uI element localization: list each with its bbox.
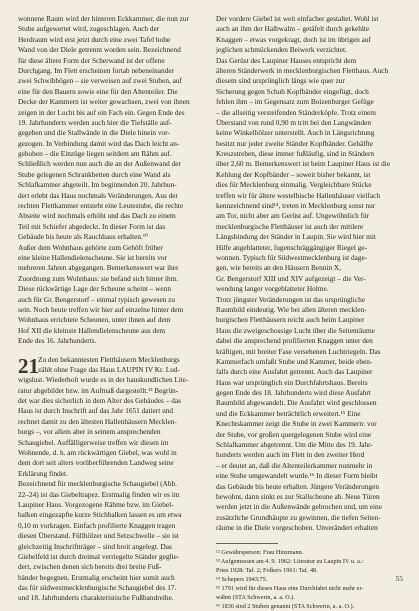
drop-cap: 21 <box>18 353 39 378</box>
text-line: dem dort seit alters vorüberführenden Landweg seine <box>18 458 174 468</box>
text-line: Zuordnung zum Wohnhaus: sie befand sich hinter ihm. <box>18 273 179 283</box>
text-line: balken eingezapfte kurze Stichbalken lassen es um etwa <box>18 510 182 520</box>
text-line: räume in die Diele vorgeschoben. Unverändert erhalten <box>216 523 378 533</box>
text-line: Schlafkammer abgeteilt. Im beginnenden 20. Jahrhun- <box>18 180 177 190</box>
text-line: eine Stube umgewandelt wurde.¹⁶ In dieser Form bleibt <box>216 471 378 481</box>
text-line: Knechtskammer zeigt die Stube in zwei Kammern: vor <box>216 419 377 429</box>
text-line: gehoben – die Einzüge liegen seitdem am Rähm auf. <box>18 149 172 159</box>
right-column <box>216 14 400 611</box>
text-line: 22–24) ist das Giebeltrapez. Erstmalig finden wir es im <box>18 489 180 499</box>
text-line: zeigen in der Lucht bis auf ein Fach ein. Gegen Ende des <box>18 107 185 117</box>
text-line: gen, wie bereits an den Häusern Bennin X, <box>216 263 342 273</box>
paragraph <box>216 14 400 56</box>
text-line: Ende des 16. Jahrhunderts. <box>18 336 97 346</box>
text-line: über 2,60 m. Bemerkenswert ist beim Laupiner Haus ist die <box>216 159 391 169</box>
text-line: Durchgang. Im Flett erscheinen fortab nebeneinander <box>18 65 175 75</box>
footnote-line: ¹³ Aufgemessen am 4. 9. 1962: Literatur zu Laupin IV u. a.: <box>216 557 364 565</box>
text-line: Längsbindung der Ständer in Laupin. Sie wird hier mit <box>216 232 376 242</box>
text-line: am Tor, nicht aber am Gerüst auf. Ungewöhnlich für <box>216 211 370 221</box>
text-line: Außer dem Wohnhaus gehörte zum Gehöft früher <box>18 242 163 252</box>
text-line: wonnene Raum wird der hinteren Eckkammer, die nun zur <box>18 14 189 23</box>
text-line: hunderts werden auch im Flett in den zweiter Herd <box>216 450 365 460</box>
text-line: Haus war ursprünglich ein Durchfahrtshaus. Bereits <box>216 377 368 387</box>
paragraph <box>216 56 400 295</box>
text-line: Wohnhaus errichtete Scheunen, unter ihnen auf dem <box>18 315 171 325</box>
text-line: Erklärung findet. <box>18 468 68 478</box>
text-line: bänder begegnen. Erstmalig erscheint hier somit auch <box>18 572 175 582</box>
text-line: zählt ohne Frage das Haus LAUPIN IV Kr. Lud- <box>38 364 180 374</box>
text-line: Schlafkammer abgetrennt. Um die Mitte des 19. Jahr- <box>216 440 373 450</box>
text-line: fehlen ihm – im Gegensatz zum Boizenburger Gefüge <box>216 97 374 107</box>
footnote-line: ¹⁵ 1791 wird für dieses Haus eine Durchfahrt nicht mehr er- <box>216 584 364 592</box>
text-line: Kreuzstreben, diese immer fußläufig, sind in Ständern <box>216 149 375 159</box>
text-line: Herdraum wird erst jetzt durch eine zwei Tafel hohe <box>18 34 171 44</box>
text-line: Wand von der Diele getrennt worden sein. Bezeichnend <box>18 45 181 55</box>
text-line: rechten Flettkammer entsteht eine Leutestube, die rechte <box>18 201 184 211</box>
text-line: Diese rückwärtige Lage der Scheune scheint – wenn <box>18 284 171 294</box>
text-line: wigslust. Wiederholt wurde es in der hauskundlichen Lite- <box>18 375 189 385</box>
text-line: besitzt nur jeder zweite Ständer Kopfbänder. Gehälfte <box>216 138 374 148</box>
text-line: und die Eckkammer beträchtlich erweitert.¹⁵ Eine <box>216 408 361 418</box>
text-line: – er deutet an, daß die Altenteilerkammer nunmehr in <box>216 460 373 470</box>
text-line: Giebelfeld ist durch dreimal verriegelte Ständer geglie- <box>18 551 180 561</box>
text-line: Gebäude bis heute als Rauchhaus erhalten.¹⁰ <box>18 232 148 242</box>
paragraph <box>38 355 202 376</box>
text-line: Stube aufgewertet wird, zugeschlagen. Auch der <box>18 24 160 34</box>
footnote-line: Pries 1928: Taf. 2; Folkers 1961: Taf. 48. <box>216 566 318 574</box>
text-line: Sicherung gegen Schub Kopfbänder eingefügt, doch <box>216 86 369 96</box>
text-line: dert, zwischen denen sich bereits drei breite Fuß- <box>18 562 162 572</box>
text-line: Wohnende, d. h. am rückwärtigen Giebel, was wohl in <box>18 448 177 458</box>
text-line: Knaggen – etwas vorgekragt, doch ist im übrigen auf <box>216 34 371 44</box>
text-line: kennzeichnend sind¹⁴, treten in Mecklenburg sonst nur <box>216 201 376 211</box>
text-line: das Gebäude bis heute erhalten. Jüngere Veränderungen <box>216 481 379 491</box>
footnote-divider <box>216 543 278 544</box>
text-line: treffen wir für ältere westelbische Hallenhäuser vielfach <box>216 190 380 200</box>
text-line: Das Gerüst des Laupiner Hauses entspricht dem <box>216 55 357 65</box>
text-line: det war dies sicherlich in dem Alter des Gebäudes – das <box>18 396 181 406</box>
text-line: gegeben und die Stallwände in die Diele hinein vor- <box>18 128 170 138</box>
text-line: ratur abgebildet bzw. im Aufmaß dargestellt.¹³ Begrün- <box>18 385 179 395</box>
text-line: der Stube, vor großen quergelegenen Stube wird eine <box>216 429 372 439</box>
text-line: auch an ihm der Halbwalm – getäfelt durch gekehlte <box>216 24 370 34</box>
text-line: Kehlung der Kopfbänder – soweit bisher bekannt, ist <box>216 169 371 179</box>
text-line: werden jetzt in die Außenwände gebrochen und, um eine <box>216 502 382 512</box>
text-line: dert erlebt das Haus nochmals Veränderungen. Aus der <box>18 190 178 200</box>
text-line: Haus die zweigeschossige Lucht über die Seitenräume <box>216 325 375 335</box>
text-line: Hof XII die kleinste Hallendielenscheune aus dem <box>18 325 166 335</box>
text-line: zwei Schwibbögen – sie verweisen auf zwei Stuben, auf <box>18 76 182 86</box>
text-line: Trotz jüngster Veränderungen ist das ursprüngliche <box>216 294 365 304</box>
text-line: kräftigen, mit breiter Fase versehenen Luchtriegeln. Das <box>216 346 381 356</box>
text-line: älteren Ständerwerk in mecklenburgischen Fletthaus. Auch <box>216 65 389 75</box>
text-line: auch für Gr. Bengerstorf – einmal typisch gewesen zu <box>18 294 176 304</box>
text-line: Kammerfach umfaßt Stube und Kammer, beide eben- <box>216 356 373 366</box>
paragraph <box>18 375 202 479</box>
text-line: Decke der Kammern ist weiter gewachsen, zwei von ihnen <box>18 97 190 107</box>
text-line: gegen Ende des 18. Jahrhunderts wird diese Ausfahrt <box>216 388 371 398</box>
text-line: jeglichen schmückenden Beiwerk verzichtet. <box>216 45 347 55</box>
text-line: burgischen Fletthäusern reicht auch beim Laupiner <box>216 315 365 325</box>
text-line: gezogen. In Verbindung damit wird das Dach leicht an- <box>18 138 180 148</box>
text-line: Zu den bekanntesten Fletthäusern Mecklenburgs <box>38 354 180 364</box>
text-line: 0,10 m vorkragen. Einfach profilierte Knaggen tragen <box>18 520 176 530</box>
paragraph <box>18 243 202 347</box>
text-line: Teil mit Schiefer abgedeckt. In dieser Form ist das <box>18 221 166 231</box>
text-line: wendung langer vorgeblatteter Holme. <box>216 284 329 294</box>
text-line: mecklenburgische Fletthäuser ist auch der mittlere <box>216 221 364 231</box>
paragraph <box>216 295 400 534</box>
text-line: burgs –, vor allem aber in seinem ansprechenden <box>18 427 161 437</box>
text-line: dies für Mecklenburg einmalig. Vergleichbare Stücke <box>216 180 372 190</box>
footnote-line: ¹² Gewährsperson: Frau Hinzmann. <box>216 548 304 556</box>
footnotes <box>216 548 400 611</box>
section-start <box>18 355 202 376</box>
text-line: zusätzliche Grundhäupte zu gewinnen, die tiefen Seiten- <box>216 512 381 522</box>
footnote-line: ¹⁴ Schepers 1943:75. <box>216 575 268 583</box>
text-line: Abseite wird nochmals erhöht und das Dach zu einem <box>18 211 176 221</box>
text-line: diesen Überstand. Füllhölzer und Setzschwelle – sie ist <box>18 531 179 541</box>
text-line: Haus ist durch Inschrift auf das Jahr 1651 datiert und <box>18 406 174 416</box>
text-line: Raumbild eindeutig. Wie bei allen älteren mecklen- <box>216 304 367 314</box>
page-number: 55 <box>395 574 403 583</box>
paragraph <box>18 14 202 243</box>
text-line: keine Winkelhölzer unterstellt. Auch in Längsrichtung <box>216 128 375 138</box>
text-line: Schließlich werden nun auch die an der Außenwand der <box>18 159 181 169</box>
text-line: Gr. Bengerstorf XIII und XIV aufgezeigt – die Ver- <box>216 273 366 283</box>
text-line: für diese ältere Form der Scherwand ist der offene <box>18 55 165 65</box>
text-line: Laupiner Haus. Vorgezogene Rähme bzw. im Giebel- <box>18 499 174 509</box>
footnote-line: wähnt (STA Schwerin, a. a. O.). <box>216 593 295 601</box>
text-line: Bezeichnend für mecklenburgische Schaugiebel (Abb. <box>18 479 177 489</box>
text-line: Raumbild abgewandelt. Die Ausfahrt wird geschlossen <box>216 398 377 408</box>
paragraph <box>18 479 202 604</box>
left-column <box>18 14 202 604</box>
text-line: und 18. Jahrhunderts charakteristische Fußbandreihe. <box>18 593 174 603</box>
text-line: gleichzeitig Inschriftträger – sind breit angelegt. Das <box>18 541 172 551</box>
text-line: Hilfe angeblatteter, fugenschräggängiger Riegel ge- <box>216 242 368 252</box>
text-line: Schaugiebel. Auffälligerweise treffen wir diesen im <box>18 437 169 447</box>
text-line: Überstand von rund 0,90 m tritt bei den Langwänden <box>216 117 372 127</box>
text-line: eine für den Bauern sowie eine für den Altenteiler. Die <box>18 86 178 96</box>
text-line: – die allseitig versteifenden Ständerköpfe. Trotz einem <box>216 107 376 117</box>
text-line: rechnet damit zu den ältesten Hallenhäusern Mecklen- <box>18 416 177 426</box>
text-line: mehreren Jahren abgegangen. Bemerkenswert war ihre <box>18 263 179 273</box>
text-line: Der vordere Giebel ist weit einfacher gestaltet. Wohl ist <box>216 14 379 23</box>
text-line: sein. Noch heute treffen wir hier auf einzelne hinter dem <box>18 304 184 314</box>
text-line: das für südwestmecklenburgische Schaugiebel des 17. <box>18 583 177 593</box>
text-line: wonnen. Typisch für Südwestmecklenburg ist dage- <box>216 252 368 262</box>
footnote-line: ¹⁶ 1836 sind 2 Stuben genannt (STA Schwerin, a. a. O.). <box>216 602 355 610</box>
text-line: bewohnt, dann sinkt es zur Stallscheune ab. Neue Türen <box>216 491 380 501</box>
text-line: diesem sind ursprünglich längs wie quer zur <box>216 76 345 86</box>
text-line: eine kleine Hallendielenscheune. Sie ist bereits vor <box>18 252 167 262</box>
text-line: 19. Jahrhunderts werden auch hier die Tiefställe auf- <box>18 117 172 127</box>
text-line: falls durch eine Ausfahrt getrennt. Auch das Laupiner <box>216 367 373 377</box>
text-line: dabei die ansprechend profilierten Knaggen unter den <box>216 336 373 346</box>
text-line: Stube gelegenen Schrankbetten durch eine Wand als <box>18 169 171 179</box>
